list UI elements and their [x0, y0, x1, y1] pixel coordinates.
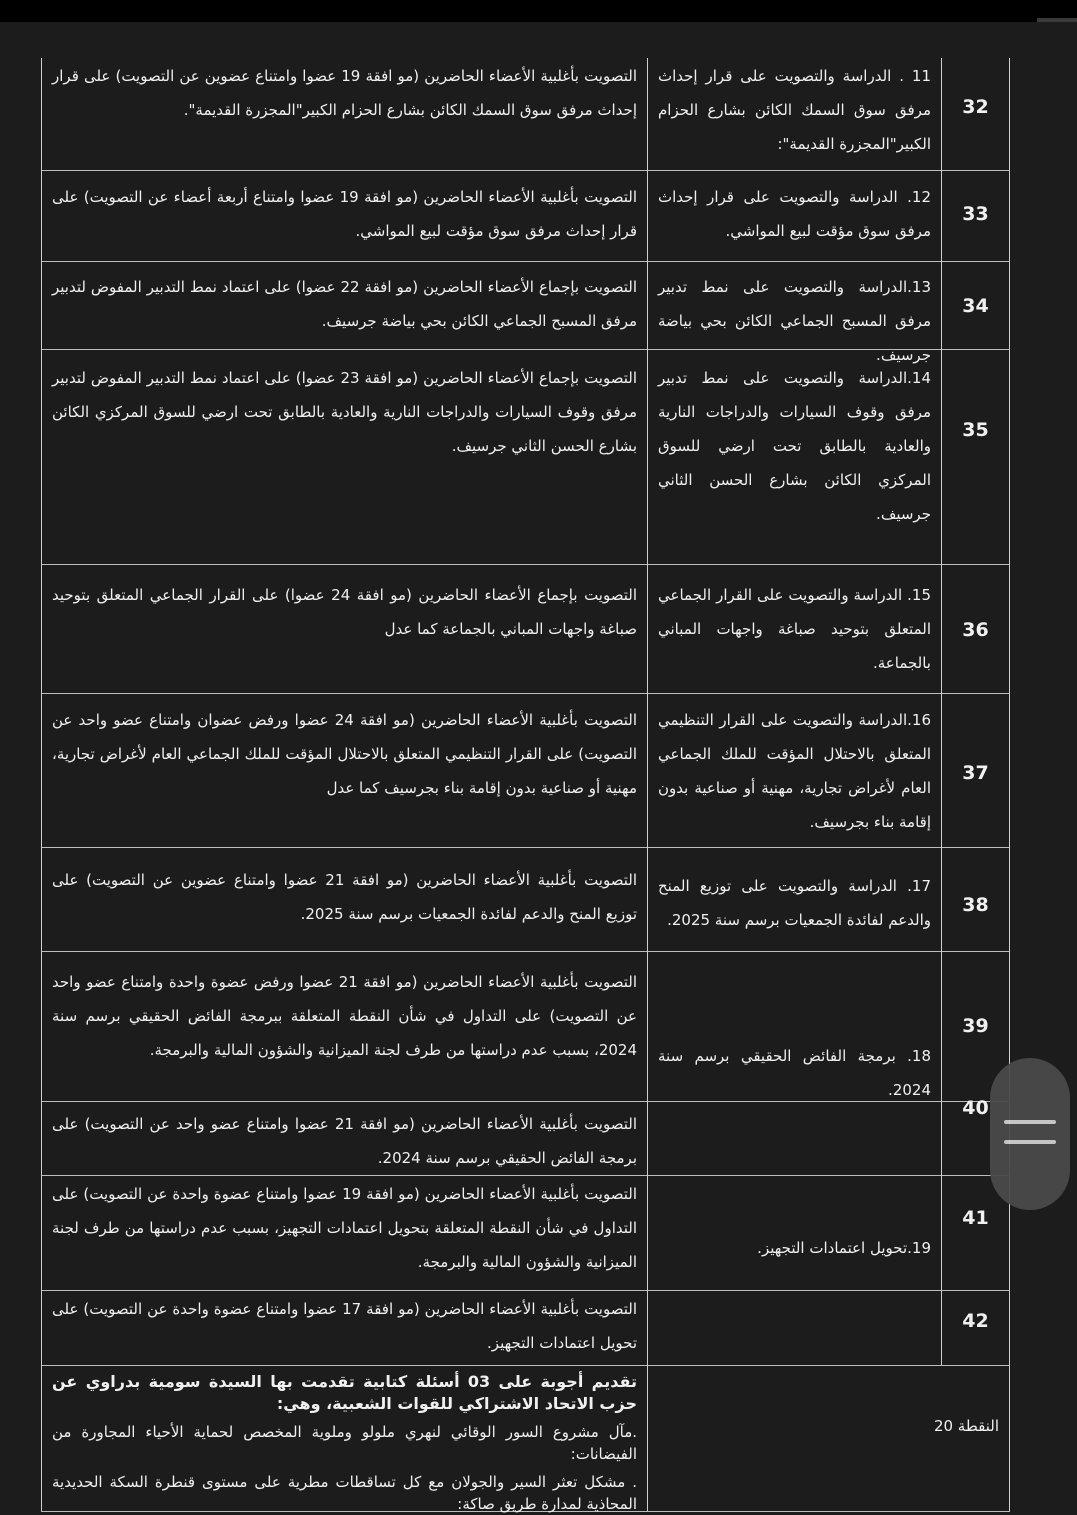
number-cell — [942, 1290, 1010, 1365]
table-row — [41, 261, 1010, 364]
result-text: التصويت بأغلبية الأعضاء الحاضرين (مو افقة 19 عضوا وامتناع عضوين عن التصويت) على قرار إحداث مرفق سوق السمك الكائن بشارع الحزام الكبير"المجزرة القديمة". — [52, 67, 637, 119]
table-row — [41, 170, 1010, 262]
result-cell — [41, 693, 648, 847]
item-text: 12. الدراسة والتصويت على قرار إحداث مرفق سوق مؤقت لبيع المواشي. — [658, 188, 931, 240]
item-cell — [648, 261, 942, 364]
table-row — [41, 847, 1010, 952]
grip-line-icon — [1004, 1140, 1056, 1144]
number-cell — [942, 349, 1010, 564]
row-number: 34 — [962, 295, 989, 317]
row-number: 42 — [962, 1310, 989, 1332]
item-cell — [648, 564, 942, 693]
status-bar-edge — [1037, 18, 1077, 22]
result-text: التصويت بأغلبية الأعضاء الحاضرين (مو افقة 24 عضوا ورفض عضوان وامتناع عضو واحد عن التصويت) على القرار التنظيمي المتعلق بالاحتلال المؤقت للملك الجماعي العام لأغراض تجارية، مهنية أو صناعية بدون إقامة بناء بجرسيف كما عدل — [52, 711, 638, 797]
result-text: التصويت بأغلبية الأعضاء الحاضرين (مو افقة 21 عضوا وامتناع عضوين عن التصويت) على توزيع المنح والدعم لفائدة الجمعيات برسم سنة 2025. — [52, 871, 637, 923]
result-text: التصويت بإجماع الأعضاء الحاضرين (مو افقة 24 عضوا) على القرار الجماعي المتعلق بتوحيد صباغة واجهات المباني بالجماعة كما عدل — [52, 586, 637, 638]
number-cell — [942, 693, 1010, 847]
result-text: التصويت بأغلبية الأعضاء الحاضرين (مو افقة 17 عضوا وامتناع عضوة واحدة عن التصويت) على تحويل اعتمادات التجهيز. — [52, 1300, 637, 1352]
result-cell — [41, 1365, 648, 1511]
item-text: 14.الدراسة والتصويت على نمط تدبير مرفق وقوف السيارات والدراجات النارية والعادية بالطابق تحت ارضي للسوق المركزي الكائن بشارع الحسن الثاني جرسيف. — [658, 369, 931, 523]
item-text: 11 . الدراسة والتصويت على قرار إحداث مرفق سوق السمك الكائن بشارع الحزام الكبير"المجزرة القديمة": — [658, 67, 931, 153]
grip-line-icon — [1004, 1120, 1056, 1124]
row-number: 32 — [962, 96, 989, 118]
question-item: .مآل مشروع السور الوقائي لنهري ملولو وملوية المخصص لحماية الأحياء المجاورة من الفيضانات: — [52, 1423, 637, 1463]
result-cell — [41, 58, 648, 170]
table-row — [41, 58, 1010, 171]
number-cell — [942, 261, 1010, 349]
row-number: 36 — [962, 619, 989, 641]
point-label: النقطة 20 — [933, 1417, 999, 1435]
item-text: 18. برمجة الفائض الحقيقي برسم سنة 2024. — [658, 1047, 931, 1099]
number-cell — [942, 170, 1010, 261]
item-cell — [648, 693, 942, 847]
row-number: 39 — [962, 1015, 989, 1037]
result-cell — [41, 349, 648, 564]
result-text: التصويت بإجماع الأعضاء الحاضرين (مو افقة 22 عضوا) على اعتماد نمط التدبير المفوض لتدبير مرفق المسبح الجماعي الكائن بحي بياضة جرسيف. — [52, 278, 637, 330]
row-number: 41 — [962, 1207, 989, 1229]
row-number: 40 — [962, 1097, 989, 1119]
result-cell — [41, 951, 648, 1101]
table-row — [41, 1175, 1010, 1291]
table-row — [41, 564, 1010, 694]
item-cell — [648, 170, 942, 261]
table-row — [41, 1097, 1010, 1176]
row-number: 33 — [962, 203, 989, 225]
result-cell — [41, 847, 648, 951]
result-cell — [41, 1175, 648, 1290]
table-row — [41, 693, 1010, 848]
result-text: التصويت بإجماع الأعضاء الحاضرين (مو افقة 23 عضوا) على اعتماد نمط التدبير المفوض لتدبير مرفق وقوف السيارات والدراجات النارية والعادية بالطابق تحت ارضي للسوق المركزي الكائن بشارع الحسن الثاني جرسيف. — [52, 369, 637, 455]
result-text: التصويت بأغلبية الأعضاء الحاضرين (مو افقة 21 عضوا ورفض عضوة واحدة وامتناع عضو واحد عن التصويت) على التداول في شأن النقطة المتعلقة ببرمجة الفائض الحقيقي برسم سنة 2024، بسبب عدم دراستها من طرف لجنة الميزانية والشؤون المالية والبرمجة. — [52, 973, 637, 1059]
questions-heading: تقديم أجوبة على 03 أسئلة كتابية تقدمت بها السيدة سومية بدراوي عن حزب الاتحاد الاشتراكي للقوات الشعبية، وهي: — [52, 1372, 637, 1413]
item-text: 13.الدراسة والتصويت على نمط تدبير مرفق المسبح الجماعي الكائن بحي بياضة جرسيف. — [658, 278, 931, 364]
number-cell — [942, 564, 1010, 693]
status-bar — [0, 0, 1077, 22]
question-item: . مشكل تعثر السير والجولان مع كل تساقطات مطرية على مستوى قنطرة السكة الحديدية المحاذية لمدارة طريق صاكة: — [52, 1473, 637, 1513]
item-text: 19.تحويل اعتمادات التجهيز. — [757, 1239, 931, 1257]
number-cell — [942, 847, 1010, 951]
result-cell — [41, 170, 648, 261]
item-text: 17. الدراسة والتصويت على توزيع المنح والدعم لفائدة الجمعيات برسم سنة 2025. — [658, 877, 931, 929]
row-number: 38 — [962, 894, 989, 916]
result-cell — [41, 564, 648, 693]
result-text: التصويت بأغلبية الأعضاء الحاضرين (مو افقة 21 عضوا وامتناع عضو واحد عن التصويت) على برمجة الفائض الحقيقي برسم سنة 2024. — [52, 1115, 637, 1167]
result-text: التصويت بأغلبية الأعضاء الحاضرين (مو افقة 19 عضوا وامتناع عضوة واحدة عن التصويت) على التداول في شأن النقطة المتعلقة بتحويل اعتمادات التجهيز، بسبب عدم دراستها من طرف لجنة الميزانية والشؤون المالية والبرمجة. — [52, 1185, 637, 1271]
questions-block — [42, 1371, 647, 1515]
table-row — [41, 1290, 1010, 1366]
item-cell — [648, 349, 942, 564]
point-cell — [648, 1365, 1010, 1511]
result-cell — [41, 1101, 648, 1175]
item-cell — [648, 847, 942, 951]
number-cell — [942, 58, 1010, 170]
row-number: 35 — [962, 419, 989, 441]
table-row-point-20 — [41, 1365, 1010, 1512]
item-text: 16.الدراسة والتصويت على القرار التنظيمي المتعلق بالاحتلال المؤقت للملك الجماعي العام لأغراض تجارية، مهنية أو صناعية بدون إقامة بناء بجرسيف. — [658, 711, 931, 831]
item-text: 15. الدراسة والتصويت على القرار الجماعي المتعلق بتوحيد صباغة واجهات المباني بالجماعة. — [658, 586, 931, 672]
table-row — [41, 349, 1010, 565]
result-text: التصويت بأغلبية الأعضاء الحاضرين (مو افقة 19 عضوا وامتناع أربعة أعضاء عن التصويت) على قرار إحداث مرفق سوق مؤقت لبيع المواشي. — [52, 188, 638, 240]
row-number: 37 — [962, 762, 989, 784]
result-cell — [41, 1290, 648, 1365]
table-row — [41, 951, 1010, 1102]
item-cell — [648, 58, 942, 170]
result-cell — [41, 261, 648, 349]
scroll-handle[interactable] — [990, 1058, 1070, 1210]
